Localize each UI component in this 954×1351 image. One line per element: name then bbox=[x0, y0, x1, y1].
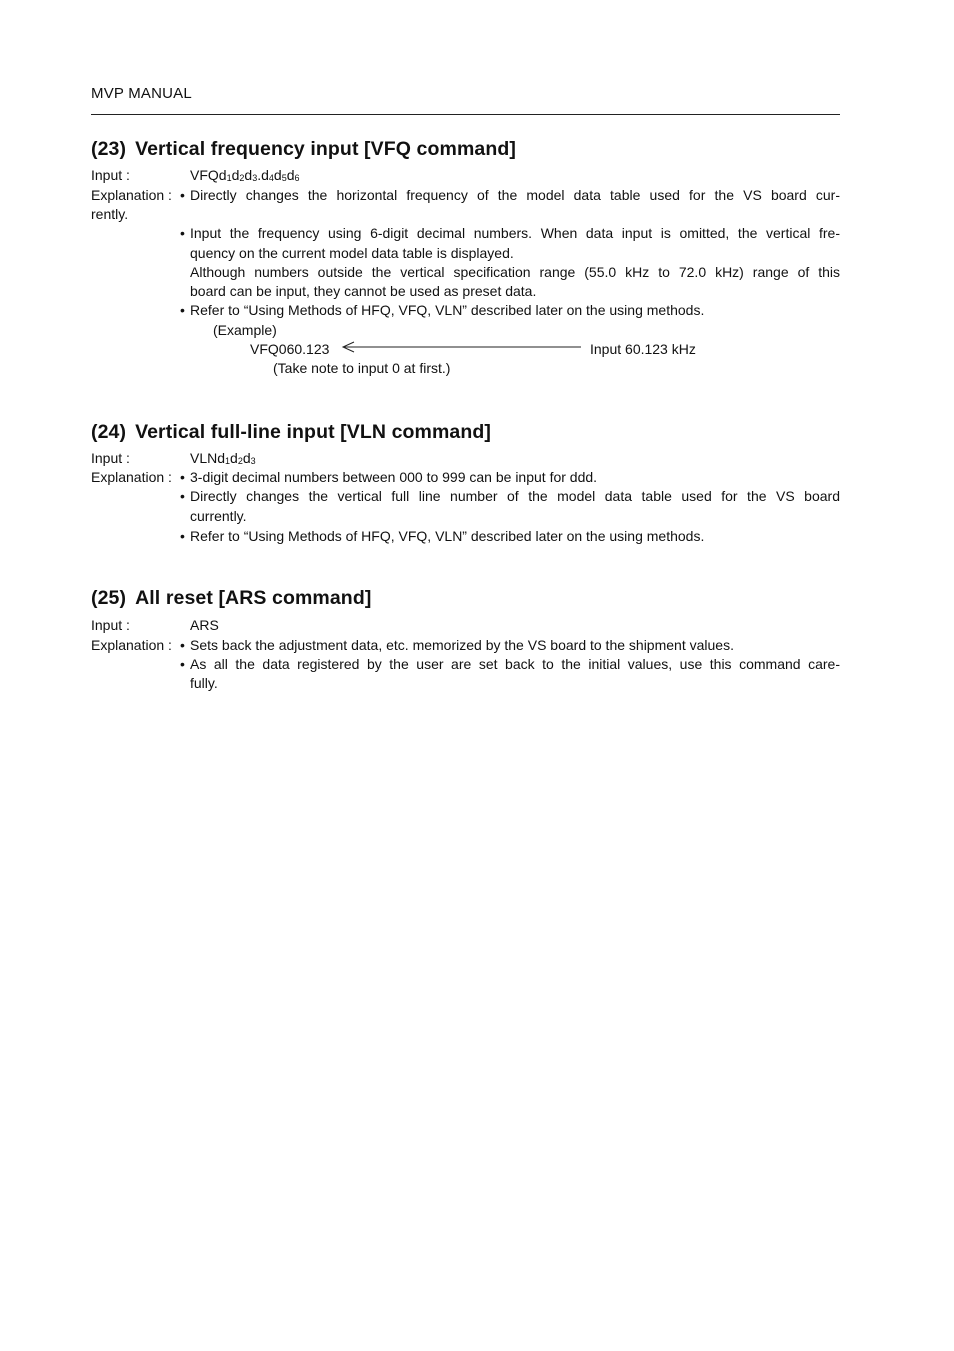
input-label: Input : bbox=[91, 450, 130, 466]
bullet-text: Directly changes the horizontal frequency of the model data table used for the VS board cur- bbox=[190, 187, 840, 203]
bullet-dot: • bbox=[180, 656, 185, 672]
bullet-dot: • bbox=[180, 187, 185, 203]
input-label: Input : bbox=[91, 617, 130, 633]
section-25-heading bbox=[91, 587, 371, 610]
bullet-text: Directly changes the vertical full line number of the model data table used for the VS board bbox=[190, 488, 840, 504]
input-syntax: $VLNd_1d_2d_3$ bbox=[190, 450, 256, 466]
section-24-heading bbox=[91, 421, 491, 444]
bullet-text: 3-digit decimal numbers between 000 to 999 can be input for ddd. bbox=[190, 469, 598, 485]
explanation-label: Explanation : bbox=[91, 637, 172, 653]
bullet-text: Input the frequency using 6-digit decimal numbers. When data input is omitted, the vertical fre- bbox=[190, 225, 840, 241]
bullet-text: Refer to “Using Methods of HFQ, VFQ, VLN” described later on the using methods. bbox=[190, 528, 705, 544]
bullet-dot: • bbox=[180, 469, 185, 485]
section-title: Vertical frequency input [VFQ command] bbox=[135, 138, 516, 160]
example-annotation: Input 60.123 kHz bbox=[590, 341, 696, 357]
bullet-text-continued: fully. bbox=[190, 675, 218, 691]
section-title: Vertical full-line input [VLN command] bbox=[135, 421, 491, 443]
bullet-text: Sets back the adjustment data, etc. memorized by the VS board to the shipment values. bbox=[190, 637, 734, 653]
bullet-dot: • bbox=[180, 302, 185, 318]
section-number: (25) bbox=[91, 587, 127, 609]
input-syntax: $VFQd_1d_2d_3.d_4d_5d_6$ bbox=[190, 167, 300, 183]
bullet-text-continued: rently. bbox=[91, 206, 129, 222]
bullet-dot: • bbox=[180, 528, 185, 544]
bullet-dot: • bbox=[180, 225, 185, 241]
bullet-text-continued: Although numbers outside the vertical specification range (55.0 kHz to 72.0 kHz) range of this bbox=[190, 264, 840, 280]
header-rule bbox=[91, 114, 840, 115]
bullet-text-continued: quency on the current model data table is displayed. bbox=[190, 245, 514, 261]
left-arrow-icon bbox=[340, 340, 584, 354]
example-command: VFQ060.123 bbox=[250, 341, 330, 357]
bullet-text: Refer to “Using Methods of HFQ, VFQ, VLN” described later on the using methods. bbox=[190, 302, 705, 318]
bullet-text: As all the data registered by the user are set back to the initial values, use this command care- bbox=[190, 656, 840, 672]
section-title: All reset [ARS command] bbox=[135, 587, 372, 609]
input-syntax: ARS bbox=[190, 617, 219, 633]
bullet-dot: • bbox=[180, 488, 185, 504]
input-label: Input : bbox=[91, 167, 130, 183]
section-23-heading bbox=[91, 138, 516, 161]
example-note: (Take note to input 0 at first.) bbox=[273, 360, 451, 376]
bullet-dot: • bbox=[180, 637, 185, 653]
section-number: (23) bbox=[91, 138, 127, 160]
explanation-label: Explanation : bbox=[91, 187, 172, 203]
bullet-text-continued: board can be input, they cannot be used as preset data. bbox=[190, 283, 537, 299]
running-head: MVP MANUAL bbox=[91, 85, 192, 102]
section-number: (24) bbox=[91, 421, 127, 443]
bullet-text-continued: currently. bbox=[190, 508, 247, 524]
example-label: (Example) bbox=[213, 322, 277, 338]
explanation-label: Explanation : bbox=[91, 469, 172, 485]
